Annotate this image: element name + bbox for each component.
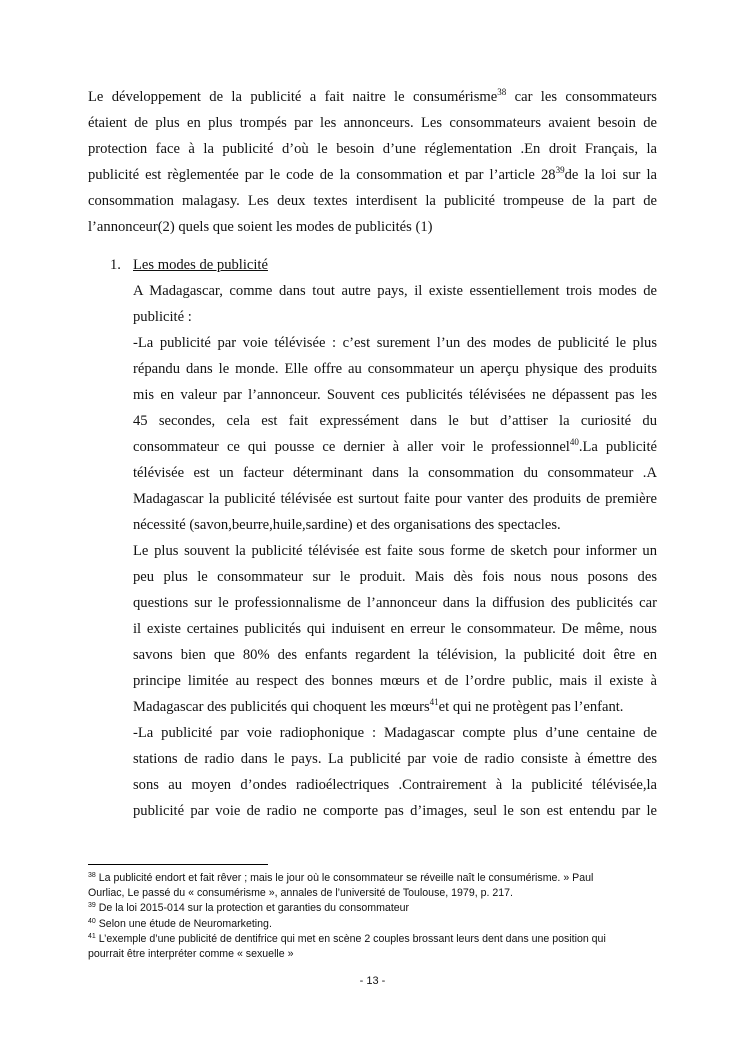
footnote-line (88, 886, 668, 901)
footnote-reference: 41 (429, 697, 439, 707)
text-run: il existe certaines publicités qui induisent en erreur le consommateur. De même, nous (133, 621, 657, 637)
text-run: pourrait être interpréter comme « sexuelle » (88, 948, 294, 961)
text-run: 45 secondes, cela est fait expressément dans le but d’attiser la curiosité du (133, 413, 657, 429)
text-line (133, 590, 657, 616)
text-line (133, 356, 657, 382)
footnote-line (88, 932, 668, 947)
footnote-reference: 40 (569, 437, 579, 447)
intro-paragraph (88, 84, 657, 240)
text-line (88, 136, 657, 162)
footnote-line (88, 901, 668, 916)
text-run: Selon une étude de Neuromarketing. (95, 917, 272, 930)
text-line (133, 486, 657, 512)
text-run: nécessité (savon,beurre,huile,sardine) et des organisations des spectacles. (133, 517, 561, 533)
text-run: savons bien que 80% des enfants regardent la télévision, la publicité doit être en (133, 647, 657, 663)
footnote-line (88, 917, 668, 932)
text-line (88, 188, 657, 214)
text-run: Le développement de la publicité a fait naitre le consumérisme (88, 89, 498, 105)
footnote-reference: 38 (88, 872, 96, 879)
text-run: mis en valeur par l’annonceur. Souvent ces publicités télévisées ne dépassent pas les (133, 387, 657, 403)
text-line (133, 330, 657, 356)
text-run: et qui ne protègent pas l’enfant. (438, 699, 624, 715)
text-run: principe limitée au respect des bonnes mœurs et de l’ordre public, mais il existe à (133, 673, 657, 689)
text-run: .La publicité (578, 439, 657, 455)
text-line (133, 304, 657, 330)
text-run: -La publicité par voie télévisée : c’est surement l’un des modes de publicité le plus (133, 335, 657, 351)
text-line (133, 538, 657, 564)
text-run: consommation malagasy. Les deux textes interdisent la publicité trompeuse de la part de (88, 193, 657, 209)
text-run: De la loi 2015-014 sur la protection et garanties du consommateur (95, 902, 410, 915)
text-run: télévisée est un facteur déterminant dans la consommation du consommateur .A (133, 465, 657, 481)
text-run: Le plus souvent la publicité télévisée est faite sous forme de sketch pour informer un (133, 543, 657, 559)
text-run: car les consommateurs (506, 89, 657, 105)
text-run: publicité par voie de radio ne comporte pas d’images, seul le son est entendu par le (133, 803, 657, 819)
text-run: stations de radio dans le pays. La publicité par voie de radio consiste à émettre des (133, 751, 657, 767)
text-line (133, 720, 657, 746)
text-run: Madagascar des publicités qui choquent les mœurs (133, 699, 430, 715)
text-run: publicité : (133, 309, 192, 325)
text-run: La publicité endort et fait rêver ; mais le jour où le consommateur se réveille naît le consumérisme. » Paul (95, 872, 594, 884)
text-run: protection face à la publicité d’où le besoin d’une réglementation .En droit Français, la (88, 141, 657, 157)
text-line (133, 512, 657, 538)
text-line (133, 408, 657, 434)
section-heading (110, 252, 657, 278)
text-line (133, 382, 657, 408)
section-number: 1. (110, 257, 121, 273)
text-run: Ourliac, Le passé du « consumérisme », annales de l’université de Toulouse, 1979, p. 217. (88, 887, 513, 900)
text-run: de la loi sur la (564, 167, 657, 183)
footnotes (88, 871, 668, 962)
text-line (133, 278, 657, 304)
footnote-reference: 39 (555, 165, 565, 175)
text-line (133, 772, 657, 798)
text-line (133, 668, 657, 694)
text-run: peu plus le consommateur sur le produit. Mais dès fois nous nous posons des (133, 569, 657, 585)
footnote-separator (88, 864, 268, 865)
text-line (133, 798, 657, 824)
text-run: L’exemple d’une publicité de dentifrice qui met en scène 2 couples brossant leurs dent dans une position qui (95, 932, 606, 945)
text-run: Madagascar la publicité télévisée est surtout faite pour vanter des produits de première (133, 491, 657, 507)
text-line (88, 214, 657, 240)
text-run: questions sur le professionnalisme de l’annonceur dans la diffusion des publicités car (133, 595, 657, 611)
text-line (133, 746, 657, 772)
text-line (133, 460, 657, 486)
text-line (88, 162, 657, 188)
text-run: consommateur ce qui pousse ce dernier à aller voir le professionnel (133, 439, 570, 455)
text-line (133, 434, 657, 460)
footnote-reference: 41 (88, 932, 96, 940)
footnote-reference: 40 (88, 917, 96, 925)
text-run: A Madagascar, comme dans tout autre pays, il existe essentiellement trois modes de (133, 283, 657, 299)
page-number: - 13 - (359, 975, 386, 987)
footnote-line (88, 947, 668, 962)
text-line (133, 694, 657, 720)
text-run: sons au moyen d’ondes radioélectriques .Contrairement à la publicité télévisée,la (133, 777, 657, 793)
text-line (133, 642, 657, 668)
text-run: répandu dans le monde. Elle offre au consommateur un aperçu physique des produits (133, 361, 657, 377)
text-line (88, 110, 657, 136)
footnote-reference: 38 (497, 87, 507, 97)
text-line (88, 84, 657, 110)
section-body (133, 278, 657, 824)
text-run: étaient de plus en plus trompés par les annonceurs. Les consommateurs avaient besoin de (88, 115, 657, 131)
text-run: -La publicité par voie radiophonique : Madagascar compte plus d’une centaine de (133, 725, 657, 741)
text-run: l’annonceur(2) quels que soient les modes de publicités (1) (88, 219, 433, 235)
text-line (133, 616, 657, 642)
text-line (133, 564, 657, 590)
footnote-line (88, 871, 668, 886)
footnote-reference: 39 (88, 902, 96, 910)
text-run: publicité est règlementée par le code de la consommation et par l’article 28 (88, 167, 556, 183)
section-title: Les modes de publicité (133, 257, 268, 273)
